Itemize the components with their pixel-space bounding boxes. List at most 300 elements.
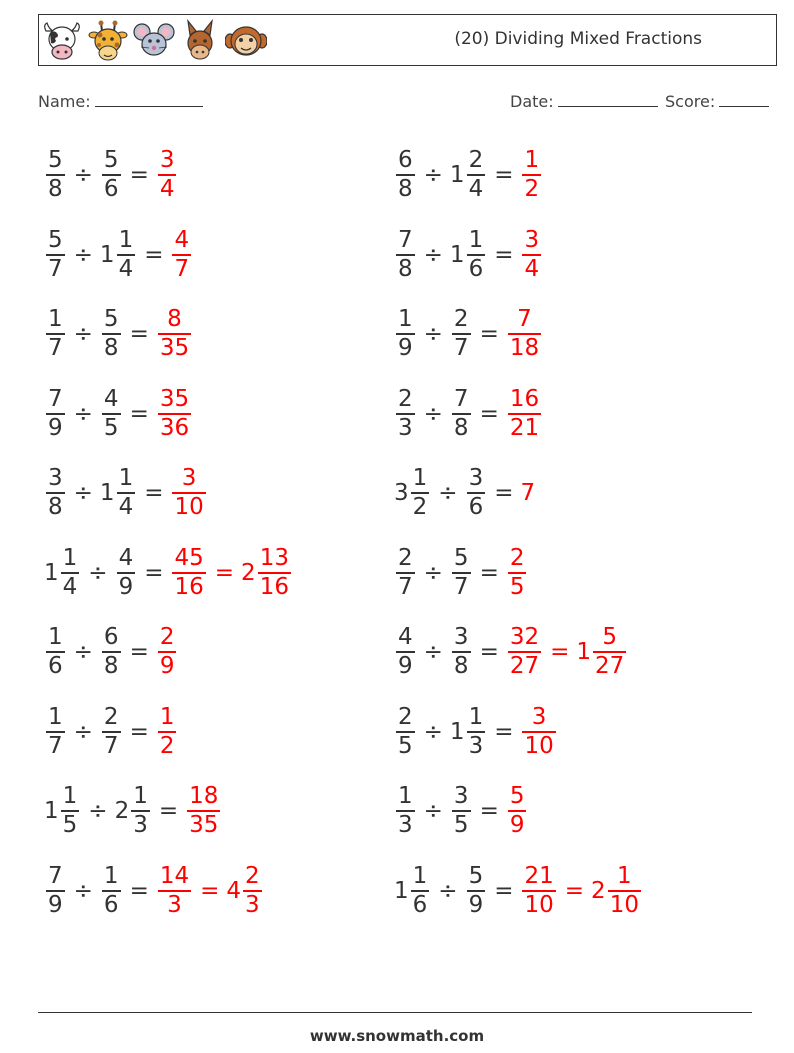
fraction	[44, 863, 67, 919]
divide-sign: ÷	[423, 798, 443, 824]
mixed-number	[394, 465, 431, 521]
fraction-body	[467, 863, 486, 919]
fraction-body	[452, 386, 471, 442]
equals-sign: =	[494, 162, 514, 188]
problem-item	[44, 381, 193, 447]
problem-item	[44, 699, 178, 765]
fraction-body	[396, 227, 415, 283]
whole-part: 1	[44, 559, 59, 586]
monkey-icon	[225, 19, 267, 63]
numerator: 5	[509, 783, 525, 809]
denominator: 3	[167, 891, 182, 918]
numerator: 2	[159, 624, 175, 650]
fraction	[450, 624, 473, 680]
divide-sign: ÷	[73, 877, 93, 904]
divide-sign: ÷	[73, 400, 93, 427]
numerator: 1	[412, 862, 428, 889]
name-blank[interactable]	[95, 92, 203, 107]
answer	[170, 465, 207, 521]
problem-item	[394, 460, 535, 526]
problem-item	[44, 301, 193, 367]
numerator: 1	[62, 783, 78, 809]
denominator: 9	[48, 414, 63, 441]
mixed-number	[576, 624, 628, 680]
fraction	[506, 624, 543, 680]
divide-sign: ÷	[88, 559, 108, 586]
mixed-number	[450, 227, 487, 283]
mixed-number	[226, 863, 263, 919]
fraction-body	[61, 783, 80, 839]
fraction-body	[396, 624, 415, 680]
divide-sign: ÷	[73, 480, 93, 506]
worksheet-title: (20) Dividing Mixed Fractions	[454, 29, 702, 49]
whole-part: 1	[449, 718, 465, 745]
problem-item	[44, 858, 264, 924]
fraction	[156, 624, 179, 680]
equals-sign: =	[129, 321, 149, 347]
whole-part: 4	[226, 877, 242, 904]
denominator: 7	[103, 732, 119, 759]
answer	[520, 147, 543, 203]
fraction	[520, 704, 557, 760]
fraction-body	[158, 386, 191, 442]
fraction	[44, 306, 67, 362]
fraction-body	[117, 465, 136, 521]
numerator: 4	[174, 226, 190, 253]
answer	[506, 386, 543, 442]
fraction	[394, 306, 417, 362]
denominator: 8	[103, 653, 119, 679]
fraction-body	[46, 704, 65, 760]
whole-part: 1	[576, 639, 592, 665]
answer	[506, 783, 529, 839]
denominator: 5	[62, 812, 78, 838]
fraction-body	[158, 306, 191, 362]
numerator: 3	[48, 465, 63, 491]
denominator: 35	[159, 335, 190, 361]
numerator: 3	[453, 783, 469, 809]
fraction-body	[508, 783, 527, 839]
fraction	[156, 386, 193, 442]
numerator: 2	[468, 147, 484, 173]
numerator: 1	[48, 703, 63, 730]
denominator: 7	[48, 335, 63, 361]
fraction-body	[46, 147, 65, 203]
divide-sign: ÷	[88, 798, 108, 824]
denominator: 36	[159, 414, 190, 441]
divide-sign: ÷	[73, 241, 93, 268]
numerator: 32	[509, 624, 540, 650]
score-field	[665, 92, 769, 111]
numerator: 13	[259, 544, 289, 571]
fraction-body	[411, 863, 430, 919]
numerator: 1	[398, 306, 413, 332]
fraction-body	[508, 545, 527, 601]
numerator: 2	[453, 306, 469, 332]
denominator: 3	[398, 812, 413, 838]
numerator: 7	[517, 306, 532, 332]
fraction-body	[396, 783, 415, 839]
numerator: 5	[602, 624, 617, 650]
mixed-number	[44, 545, 81, 601]
problem-item	[394, 381, 543, 447]
whole-part: 2	[591, 877, 606, 904]
fraction-body	[158, 147, 177, 203]
numerator: 5	[48, 226, 63, 253]
denominator: 3	[245, 891, 260, 918]
fraction	[100, 863, 123, 919]
denominator: 8	[398, 176, 413, 202]
problem-item	[394, 619, 628, 685]
denominator: 7	[398, 573, 413, 600]
fraction-body	[452, 306, 471, 362]
divide-sign: ÷	[73, 718, 93, 745]
fraction	[450, 386, 473, 442]
fraction	[156, 306, 193, 362]
answer	[506, 306, 543, 362]
fraction-body	[158, 704, 177, 760]
fraction	[100, 147, 123, 203]
equals-sign: =	[129, 877, 149, 904]
equals-sign: =	[144, 241, 164, 268]
footer-divider	[38, 1012, 752, 1013]
fraction	[156, 704, 179, 760]
denominator: 6	[412, 891, 428, 918]
equals-sign: =	[479, 639, 499, 665]
numerator: 1	[524, 147, 540, 173]
fraction	[170, 465, 207, 521]
equals-sign: =	[494, 718, 514, 745]
fraction	[506, 386, 543, 442]
numerator: 7	[398, 226, 413, 253]
problem-item	[44, 142, 178, 208]
denominator: 10	[609, 891, 639, 918]
numerator: 5	[103, 147, 119, 173]
fraction-body	[46, 863, 65, 919]
numerator: 2	[398, 385, 413, 412]
fraction	[185, 783, 222, 839]
denominator: 3	[468, 732, 484, 759]
fraction	[100, 386, 123, 442]
fraction	[44, 465, 67, 521]
denominator: 8	[453, 414, 469, 441]
cow-icon	[41, 19, 83, 63]
problem-item	[44, 460, 208, 526]
denominator: 8	[453, 653, 469, 679]
fraction-body	[258, 545, 291, 601]
fraction	[156, 863, 193, 919]
fraction	[100, 704, 123, 760]
fraction-body	[608, 863, 641, 919]
fraction-body	[172, 465, 205, 521]
denominator: 4	[524, 255, 540, 282]
answer	[520, 480, 535, 506]
fraction-body	[172, 227, 191, 283]
numerator: 1	[118, 226, 134, 253]
denominator: 18	[509, 335, 540, 361]
mixed-number	[100, 465, 137, 521]
denominator: 7	[453, 335, 469, 361]
mixed-number	[241, 545, 293, 601]
numerator: 3	[453, 624, 469, 650]
denominator: 4	[62, 573, 78, 600]
mixed-number	[591, 863, 643, 919]
fraction-body	[396, 306, 415, 362]
fraction	[450, 783, 473, 839]
denominator: 5	[509, 573, 525, 600]
numerator: 8	[167, 306, 182, 332]
numerator: 1	[118, 465, 134, 491]
numerator: 6	[398, 147, 413, 173]
whole-part: 1	[44, 798, 59, 824]
fraction-body	[61, 545, 80, 601]
denominator: 7	[174, 255, 190, 282]
whole-number	[520, 480, 535, 506]
denominator: 21	[509, 414, 540, 441]
denominator: 27	[509, 653, 540, 679]
answer	[170, 545, 292, 601]
equals-sign: =	[129, 639, 149, 665]
answer	[520, 863, 642, 919]
numerator: 1	[159, 703, 175, 730]
mixed-number	[44, 783, 81, 839]
denominator: 16	[174, 573, 204, 600]
fraction-body	[522, 147, 541, 203]
numerator: 2	[509, 544, 525, 571]
denominator: 9	[118, 573, 134, 600]
denominator: 3	[133, 812, 148, 838]
fraction	[465, 465, 488, 521]
numerator: 7	[48, 862, 63, 889]
date-field	[510, 92, 658, 111]
fraction-body	[396, 386, 415, 442]
fraction	[44, 624, 67, 680]
mixed-number	[115, 783, 152, 839]
denominator: 8	[48, 176, 63, 202]
answer	[520, 227, 543, 283]
problem-item	[394, 222, 543, 288]
animal-icons	[41, 19, 267, 63]
name-label: Name:	[38, 92, 91, 111]
numerator: 45	[174, 544, 204, 571]
fraction	[44, 704, 67, 760]
fraction-body	[508, 306, 541, 362]
fraction-body	[452, 783, 471, 839]
denominator: 6	[468, 255, 484, 282]
fraction-body	[522, 704, 555, 760]
problem-item	[394, 301, 543, 367]
denominator: 5	[453, 812, 469, 838]
fraction-body	[508, 624, 541, 680]
fraction	[506, 783, 529, 839]
giraffe-icon	[87, 19, 129, 63]
whole-part: 2	[241, 559, 256, 586]
fraction-body	[131, 783, 150, 839]
whole-part: 1	[394, 877, 409, 904]
problem-item	[394, 778, 528, 844]
fraction	[394, 386, 417, 442]
numerator: 6	[103, 624, 119, 650]
fraction-body	[243, 863, 262, 919]
fraction-body	[102, 624, 121, 680]
fraction	[450, 306, 473, 362]
fraction-body	[467, 465, 486, 521]
fraction	[394, 227, 417, 283]
equals-sign: =	[158, 798, 179, 824]
fraction-body	[102, 704, 121, 760]
numerator: 18	[189, 783, 219, 809]
denominator: 2	[412, 494, 428, 520]
name-field	[38, 92, 203, 111]
whole-part: 1	[99, 241, 115, 268]
equals-sign: =	[214, 559, 235, 586]
fraction	[394, 704, 417, 760]
fraction-body	[593, 624, 626, 680]
divide-sign: ÷	[423, 559, 443, 586]
numerator: 35	[159, 385, 190, 412]
denominator: 2	[159, 732, 175, 759]
numerator: 1	[133, 783, 148, 809]
problem-item	[394, 142, 543, 208]
fraction	[394, 783, 417, 839]
denominator: 7	[453, 573, 469, 600]
mixed-number	[450, 704, 487, 760]
fraction	[170, 227, 193, 283]
numerator: 5	[468, 862, 484, 889]
mixed-number	[450, 147, 487, 203]
answer	[156, 624, 179, 680]
score-blank[interactable]	[719, 92, 769, 107]
footer-site: www.snowmath.com	[309, 1027, 485, 1045]
denominator: 9	[48, 891, 63, 918]
divide-sign: ÷	[423, 321, 443, 347]
problem-item	[394, 699, 558, 765]
whole-part: 2	[114, 798, 130, 824]
fraction-body	[467, 704, 486, 760]
equals-sign: =	[479, 400, 499, 427]
numerator: 4	[103, 385, 119, 412]
date-label: Date:	[510, 92, 554, 111]
worksheet-header	[38, 14, 777, 66]
answer	[520, 704, 557, 760]
fraction-body	[46, 386, 65, 442]
divide-sign: ÷	[423, 400, 443, 427]
denominator: 8	[48, 494, 63, 520]
divide-sign: ÷	[423, 162, 443, 188]
mixed-number	[100, 227, 137, 283]
equals-sign: =	[144, 480, 164, 506]
fraction	[520, 147, 543, 203]
divide-sign: ÷	[423, 639, 443, 665]
answer	[156, 147, 179, 203]
numerator: 1	[48, 306, 63, 332]
numerator: 4	[398, 624, 413, 650]
denominator: 2	[524, 176, 540, 202]
fraction-body	[452, 624, 471, 680]
fraction-body	[46, 306, 65, 362]
fraction	[156, 147, 179, 203]
fraction	[44, 386, 67, 442]
fraction-body	[396, 704, 415, 760]
numerator: 1	[617, 862, 632, 889]
horse-icon	[179, 19, 221, 63]
numerator: 2	[103, 703, 119, 730]
whole-part: 7	[520, 480, 536, 506]
fraction	[170, 545, 207, 601]
numerator: 21	[524, 862, 554, 889]
denominator: 9	[398, 653, 413, 679]
numerator: 3	[181, 465, 197, 491]
denominator: 4	[159, 176, 175, 202]
fraction-body	[158, 624, 177, 680]
fraction	[506, 545, 529, 601]
denominator: 6	[48, 653, 63, 679]
denominator: 3	[398, 414, 413, 441]
numerator: 14	[159, 862, 190, 889]
numerator: 1	[468, 226, 484, 253]
fraction	[394, 147, 417, 203]
denominator: 7	[48, 732, 63, 759]
mouse-icon	[133, 19, 175, 63]
mixed-number	[394, 863, 431, 919]
numerator: 1	[62, 544, 78, 571]
numerator: 1	[48, 624, 63, 650]
divide-sign: ÷	[423, 241, 443, 268]
divide-sign: ÷	[438, 877, 458, 904]
problem-item	[44, 540, 293, 606]
equals-sign: =	[129, 162, 149, 188]
fraction-body	[467, 227, 486, 283]
fraction-body	[508, 386, 541, 442]
fraction-body	[102, 147, 121, 203]
numerator: 7	[48, 385, 63, 412]
divide-sign: ÷	[438, 480, 458, 506]
numerator: 2	[398, 544, 413, 571]
problem-item	[394, 858, 643, 924]
denominator: 5	[103, 414, 119, 441]
numerator: 3	[531, 703, 547, 730]
date-blank[interactable]	[558, 92, 658, 107]
fraction	[100, 624, 123, 680]
equals-sign: =	[200, 877, 220, 904]
fraction	[506, 306, 543, 362]
fraction-body	[396, 147, 415, 203]
numerator: 7	[453, 385, 469, 412]
equals-sign: =	[129, 718, 149, 745]
equals-sign: =	[550, 639, 570, 665]
denominator: 9	[468, 891, 484, 918]
answer	[156, 386, 193, 442]
denominator: 10	[174, 494, 204, 520]
answer	[506, 624, 628, 680]
fraction-body	[46, 624, 65, 680]
equals-sign: =	[479, 798, 499, 824]
fraction-body	[396, 545, 415, 601]
answer	[156, 863, 264, 919]
whole-part: 1	[99, 480, 115, 506]
fraction-body	[46, 465, 65, 521]
fraction	[44, 227, 67, 283]
equals-sign: =	[494, 480, 514, 506]
denominator: 6	[103, 891, 119, 918]
denominator: 6	[103, 176, 119, 202]
denominator: 9	[398, 335, 413, 361]
denominator: 35	[189, 812, 219, 838]
numerator: 4	[118, 544, 134, 571]
numerator: 1	[398, 783, 413, 809]
numerator: 2	[398, 703, 413, 730]
denominator: 9	[159, 653, 175, 679]
